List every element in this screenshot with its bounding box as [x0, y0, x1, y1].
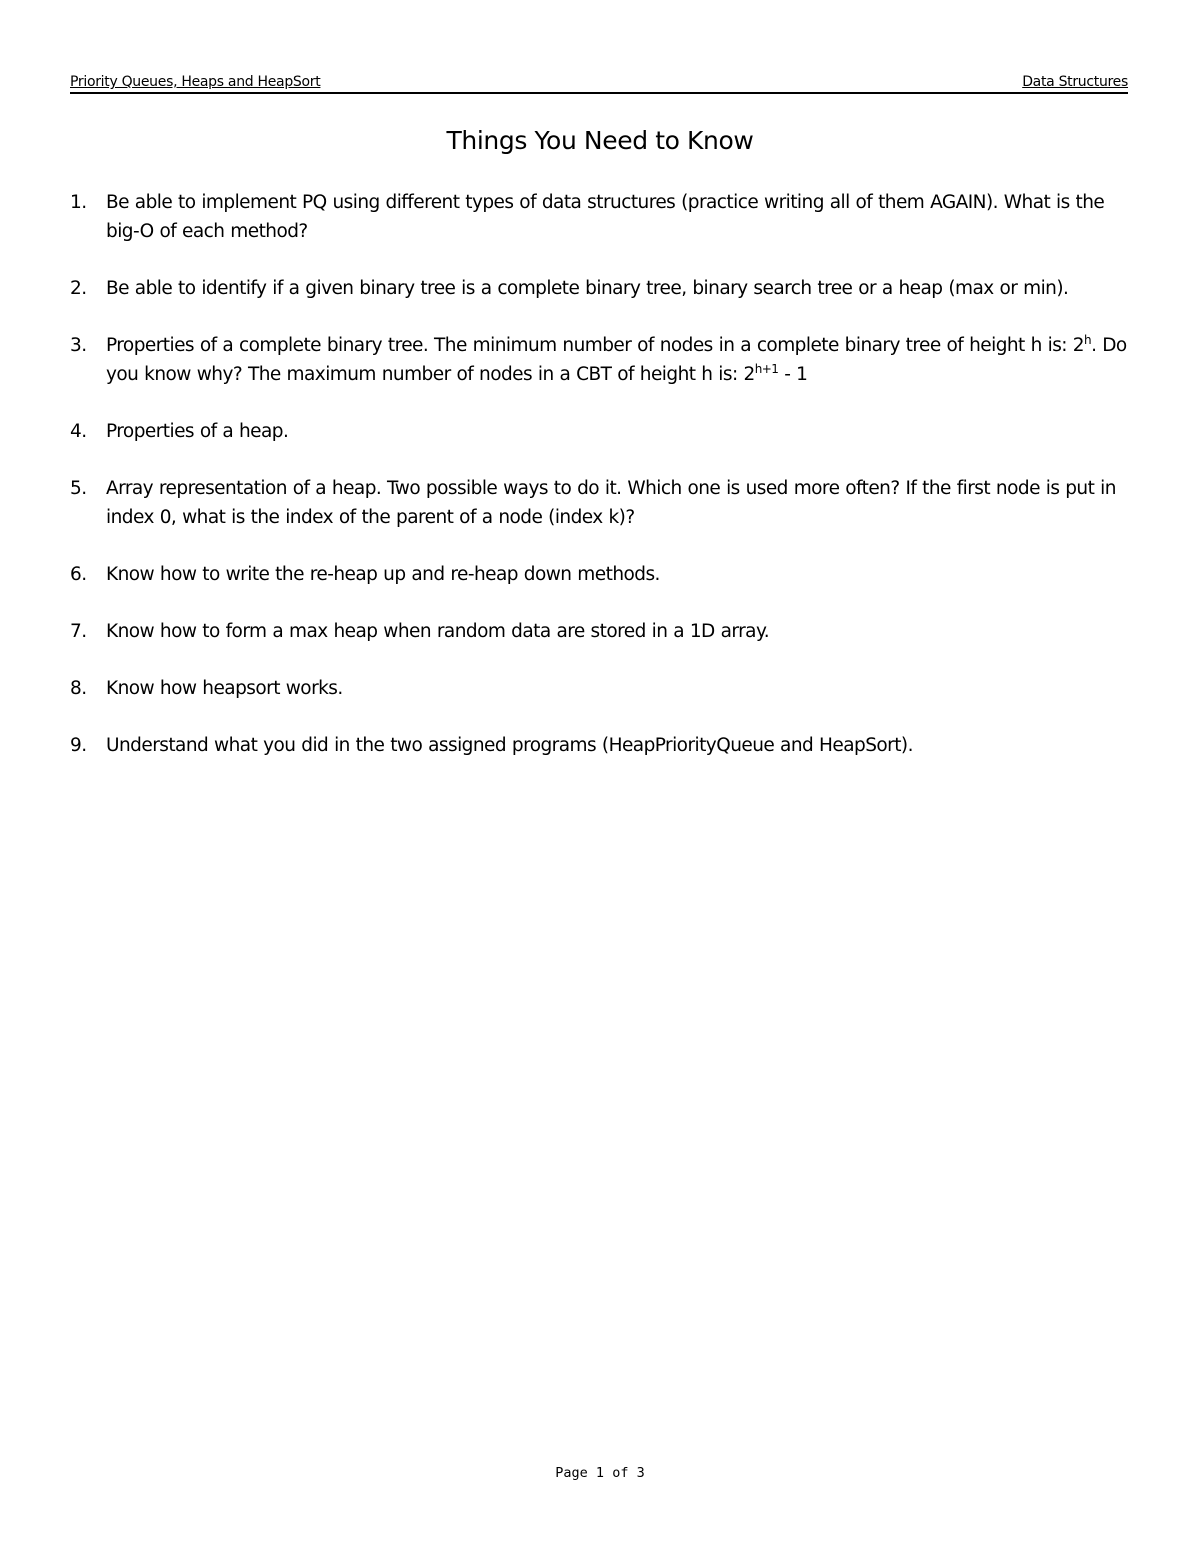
list-item-number: 5. [70, 478, 87, 499]
list-item-text: Know how heapsort works. [106, 678, 343, 699]
list-item [70, 417, 1132, 446]
list-item [70, 731, 1132, 760]
list-item-text [106, 335, 1127, 385]
page-title: Things You Need to Know [446, 126, 754, 155]
page-number-footer: Page 1 of 3 [555, 1465, 645, 1481]
list-item [70, 274, 1132, 303]
list-item [70, 331, 1132, 389]
topics-list [70, 188, 1132, 788]
exponent-h: h [1084, 333, 1092, 347]
header-course-topic: Priority Queues, Heaps and HeapSort [70, 74, 321, 90]
list-item [70, 474, 1132, 532]
list-item-text: Know how to write the re-heap up and re-heap down methods. [106, 564, 660, 585]
list-item [70, 188, 1132, 246]
list-item [70, 674, 1132, 703]
list-item-number: 6. [70, 564, 87, 585]
list-item-text: Be able to implement PQ using different types of data structures (practice writing all of them AGAIN). What is the big-O of each method? [106, 192, 1105, 242]
list-item-text: Array representation of a heap. Two possible ways to do it. Which one is used more often? If the first node is put in index 0, what is the index of the parent of a node (index k)? [106, 478, 1116, 528]
page-header [70, 72, 1128, 94]
list-item-number: 2. [70, 278, 87, 299]
minus-one-text: - 1 [778, 364, 808, 385]
list-item-text: Know how to form a max heap when random data are stored in a 1D array. [106, 621, 770, 642]
list-item-number: 4. [70, 421, 87, 442]
list-item [70, 617, 1132, 646]
cbt-min-nodes-text: Properties of a complete binary tree. The minimum number of nodes in a complete binary tree of height h is: 2 [106, 335, 1085, 356]
list-item-number: 3. [70, 335, 87, 356]
exponent-h-plus-1: h+1 [754, 362, 779, 376]
header-subject: Data Structures [1022, 74, 1128, 90]
list-item-number: 7. [70, 621, 87, 642]
list-item-number: 1. [70, 192, 87, 213]
list-item [70, 560, 1132, 589]
cbt-max-nodes-text: . Do you know why? The maximum number of nodes in a CBT of height h is: 2 [106, 335, 1127, 385]
list-item-text: Be able to identify if a given binary tree is a complete binary tree, binary search tree or a heap (max or min). [106, 278, 1069, 299]
list-item-number: 8. [70, 678, 87, 699]
list-item-text: Properties of a heap. [106, 421, 289, 442]
list-item-text: Understand what you did in the two assigned programs (HeapPriorityQueue and HeapSort). [106, 735, 913, 756]
list-item-number: 9. [70, 735, 87, 756]
